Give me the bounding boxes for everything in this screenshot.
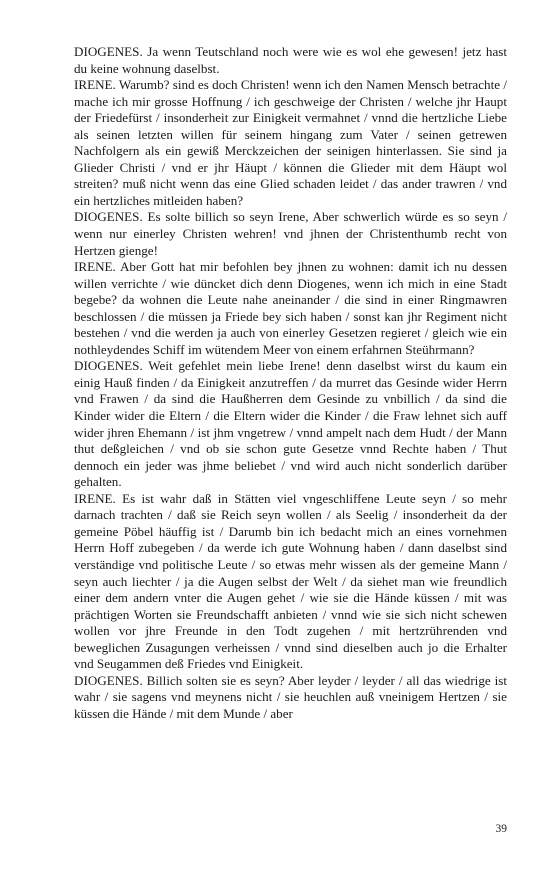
paragraph-irene-1: IRENE. Warumb? sind es doch Christen! wenn ich den Namen Mensch betrachte / mache ich mir grosse Hoffnung / ich geschweige der Christen / welche jhr Haupt der Friedefürst / insonderheit zur Einigkeit vermahnet / vnnd die hertzliche Liebe als seinen letzten willen für seinem hingang zum Vater / seinen getrewen Nachfolgern als ein gewiß Merckzeichen der seinigen hinterlassen. Sie sind ja Glieder Christi / vnd er jhr Häupt / können die Glieder mit dem Häupt wol streiten? muß nicht wenn das eine Glied schaden leidet / das ander trawren / vnd ein hertzliches mitleiden haben? — [74, 77, 507, 208]
paragraph-diogenes-1: DIOGENES. Ja wenn Teutschland noch were wie es wol ehe gewesen! jetz hast du keine wohnung daselbst. — [74, 44, 507, 76]
paragraph-diogenes-3: DIOGENES. Weit gefehlet mein liebe Irene! denn daselbst wirst du kaum ein einig Hauß finden / da Einigkeit anzutreffen / da murret das Gesinde wider Herrn vnd Frawen / da sind die Haußherren dem Gesinde zu vnbillich / da sind die Kinder wider die Eltern / die Eltern wider die Kinder / die Fraw lehnet sich auff wider jhren Ehemann / ist jhm vngetrew / vnnd ampelt nach dem Hudt / der Mann thut deßgleichen / vnd ob sie schon gute Gesetze vnnd Rechte haben / Thut dennoch ein jeder was jhme beliebet / vnd wird auch nicht sonderlich darüber gehalten. — [74, 358, 507, 490]
paragraph-irene-3: IRENE. Es ist wahr daß in Stätten viel vngeschliffene Leute seyn / so mehr darnach trachten / daß sie Reich seyn wollen / als Seelig / insonderheit da der gemeine Pöbel häuffig ist / Darumb bin ich bedacht mich an eines vornehmen Herrn Hoff zubegeben / da werde ich gute Wohnung haben / dann daselbst sind verständige vnd politische Leute / so etwas mehr wissen als der gemeine Mann / seyn auch liechter / ja die Augen selbst der Welt / da siehet man wie freundlich einer dem andern vnter die Augen gehet / wie sie die Hände küssen / mit was prächtigen Worten sie Freundschafft anbieten / vnnd wie sie sich nicht schewen wollen vor jhre Freunde in den Todt zugehen / mit hertzrührenden vnd beweglichen Zusagungen verheissen / vnnd sind dieselben auch jo die Erhalter vnd Seugammen deß Friedes vnd Einigkeit. — [74, 490, 507, 672]
paragraph-irene-2: IRENE. Aber Gott hat mir befohlen bey jhnen zu wohnen: damit ich nu dessen willen verrichte / wie düncket dich denn Diogenes, wenn ich mich in eine Stadt begebe? da wohnen die Leute nahe aneinander / die sind in einer Ringmawren beschlossen / die müssen ja Friede bey sich haben / sonst kan jhr Regiment nicht bestehen / vnd die werden ja auch von einerley Gesetzen regieret / gleich wie ein nothleydendes Schiff im wütendem Meer von einem erfahrnen Steührmann? — [74, 259, 507, 357]
page-body — [74, 44, 507, 722]
paragraph-diogenes-4: DIOGENES. Billich solten sie es seyn? Aber leyder / leyder / all das wiedrige ist wahr / sie sagens vnd meynens nicht / sie heuchlen auß vneinigem Hertzen / sie küssen die Hände / mit dem Munde / aber — [74, 672, 507, 721]
paragraph-diogenes-2: DIOGENES. Es solte billich so seyn Irene, Aber schwerlich würde es so seyn / wenn nur einerley Christen wehren! vnd jhnen der Christenthumb recht von Hertzen gienge! — [74, 209, 507, 258]
page-number: 39 — [495, 823, 507, 835]
